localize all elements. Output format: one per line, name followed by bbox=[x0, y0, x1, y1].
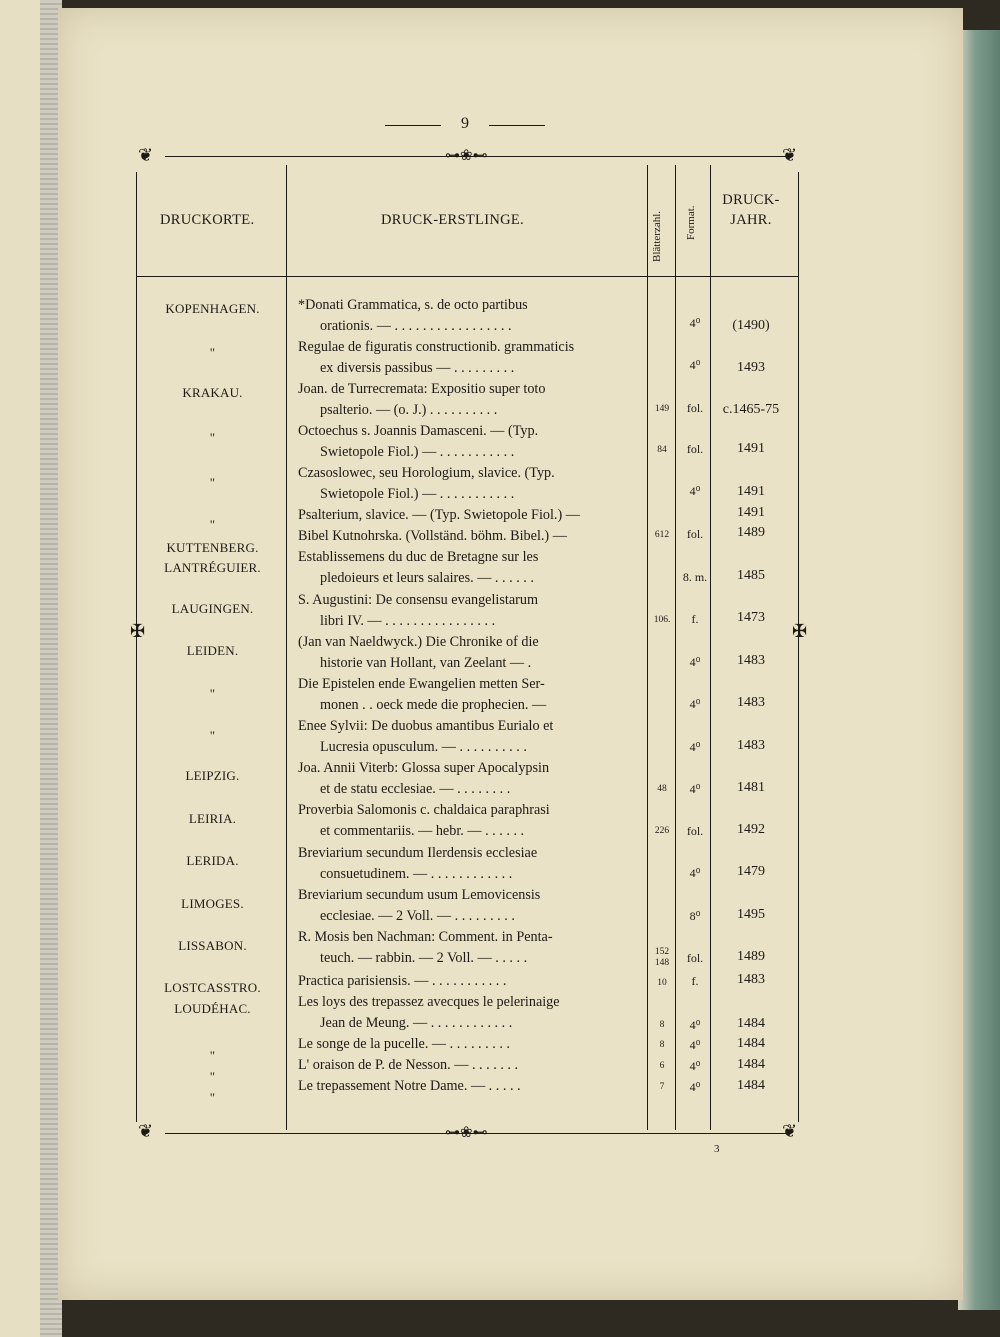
print-year: 1485 bbox=[737, 568, 765, 583]
header-year-line2: JAHR. bbox=[730, 212, 772, 228]
place-ditto: " bbox=[209, 1090, 216, 1105]
corner-ornament-icon: ❦ bbox=[138, 145, 154, 165]
print-year: 1473 bbox=[737, 610, 765, 625]
entry-line: orationis. — . . . . . . . . . . . . . . . . . bbox=[320, 318, 512, 334]
header-rule bbox=[136, 276, 798, 277]
header-places: DRUCKORTE. bbox=[160, 212, 255, 228]
leaf-count: 149 bbox=[654, 404, 670, 414]
format-value: 4⁰ bbox=[689, 697, 701, 711]
leaf-count: 8 bbox=[659, 1020, 665, 1030]
entry-line: Bibel Kutnohrska. (Vollständ. böhm. Bibel.) — bbox=[298, 528, 567, 544]
format-value: 4⁰ bbox=[689, 1018, 701, 1032]
print-year: c.1465-75 bbox=[722, 402, 780, 417]
place-name: LEIRIA. bbox=[188, 811, 237, 826]
format-value: 4⁰ bbox=[689, 655, 701, 669]
center-ornament-icon: ⊶❀⊷ bbox=[445, 1125, 488, 1141]
place-ditto: " bbox=[209, 475, 216, 490]
place-name: LEIDEN. bbox=[186, 643, 239, 658]
entry-line: Jean de Meung. — . . . . . . . . . . . . bbox=[320, 1015, 513, 1031]
format-value: f. bbox=[691, 612, 699, 626]
entry-line: S. Augustini: De consensu evangelistarum bbox=[298, 592, 538, 608]
format-value: fol. bbox=[686, 401, 704, 415]
place-ditto: " bbox=[209, 1048, 216, 1063]
format-value: 4⁰ bbox=[689, 1038, 701, 1052]
print-year: 1481 bbox=[737, 780, 765, 795]
print-year: 1491 bbox=[737, 484, 765, 499]
place-ditto: " bbox=[209, 430, 216, 445]
header-works: DRUCK-ERSTLINGE. bbox=[381, 212, 524, 228]
place-name: LERIDA. bbox=[186, 853, 239, 868]
entry-line: Swietopole Fiol.) — . . . . . . . . . . . bbox=[320, 444, 515, 460]
format-value: 4⁰ bbox=[689, 782, 701, 796]
entry-line: Swietopole Fiol.) — . . . . . . . . . . . bbox=[320, 486, 515, 502]
leaf-count: 152 bbox=[654, 947, 670, 957]
format-value: 8. m. bbox=[682, 570, 708, 584]
format-value: 4⁰ bbox=[689, 740, 701, 754]
entry-line: Breviarium secundum usum Lemovicensis bbox=[298, 887, 541, 903]
format-value: 4⁰ bbox=[689, 866, 701, 880]
header-leaves: Blätterzahl. bbox=[651, 210, 663, 262]
leaf-count: 226 bbox=[654, 826, 670, 836]
print-year: 1489 bbox=[737, 525, 765, 540]
entry-line: monen . . oeck mede die prophecien. — bbox=[320, 697, 547, 713]
entry-line: et de statu ecclesiae. — . . . . . . . . bbox=[320, 781, 511, 797]
print-year: 1484 bbox=[737, 1036, 765, 1051]
place-ditto: " bbox=[209, 686, 216, 701]
leaf-count: 7 bbox=[659, 1082, 665, 1092]
side-ornament-icon: ✠ bbox=[792, 621, 808, 641]
leaf-count: 10 bbox=[657, 978, 667, 988]
place-ditto: " bbox=[209, 728, 216, 743]
place-name: KOPENHAGEN. bbox=[165, 301, 260, 316]
entry-line: teuch. — rabbin. — 2 Voll. — . . . . . bbox=[320, 950, 528, 966]
entry-line: Regulae de figuratis constructionib. grammaticis bbox=[298, 339, 575, 355]
format-value: 4⁰ bbox=[689, 484, 701, 498]
frame-right-rule bbox=[798, 172, 799, 1122]
page-number: 9 bbox=[385, 115, 545, 133]
entry-line: Joa. Annii Viterb: Glossa super Apocalypsin bbox=[298, 760, 550, 776]
entry-line: et commentariis. — hebr. — . . . . . . bbox=[320, 823, 525, 839]
place-name: KUTTENBERG. bbox=[166, 540, 259, 555]
facing-page-edge bbox=[0, 0, 40, 1337]
place-name: LANTRÉGUIER. bbox=[164, 560, 261, 575]
header-format: Format. bbox=[685, 205, 697, 240]
place-ditto: " bbox=[209, 1069, 216, 1084]
entry-line: pledoieurs et leurs salaires. — . . . . . . bbox=[320, 570, 534, 586]
entry-line: Practica parisiensis. — . . . . . . . . . . . bbox=[298, 973, 507, 989]
format-value: fol. bbox=[686, 442, 704, 456]
print-year: 1479 bbox=[737, 864, 765, 879]
entry-line: Psalterium, slavice. — (Typ. Swietopole Fiol.) — bbox=[298, 507, 580, 523]
format-value: 4⁰ bbox=[689, 1059, 701, 1073]
entry-line: Proverbia Salomonis c. chaldaica paraphrasi bbox=[298, 802, 550, 818]
print-year: 1483 bbox=[737, 738, 765, 753]
place-name: LIMOGES. bbox=[181, 896, 244, 911]
entry-line: Establissemens du duc de Bretagne sur les bbox=[298, 549, 539, 565]
place-name: LAUGINGEN. bbox=[171, 601, 254, 616]
entry-line: Enee Sylvii: De duobus amantibus Eurialo et bbox=[298, 718, 554, 734]
print-year: 1484 bbox=[737, 1016, 765, 1031]
place-ditto: " bbox=[209, 517, 216, 532]
place-name: LEIPZIG. bbox=[185, 768, 240, 783]
print-year: 1483 bbox=[737, 695, 765, 710]
center-ornament-icon: ⊶❀⊷ bbox=[445, 148, 488, 164]
print-year: 1491 bbox=[737, 505, 765, 520]
place-name: LOSTCASSTRO. bbox=[164, 980, 261, 995]
corner-ornament-icon: ❦ bbox=[782, 1121, 798, 1141]
entry-line: Breviarium secundum Ilerdensis ecclesiae bbox=[298, 845, 538, 861]
print-year: 1483 bbox=[737, 972, 765, 987]
place-name: KRAKAU. bbox=[182, 385, 243, 400]
format-value: 8⁰ bbox=[689, 909, 701, 923]
signature-mark: 3 bbox=[714, 1143, 720, 1155]
entry-line: Les loys des trepassez avecques le pelerinaige bbox=[298, 994, 560, 1010]
entry-line: ecclesiae. — 2 Voll. — . . . . . . . . . bbox=[320, 908, 515, 924]
print-year: 1489 bbox=[737, 949, 765, 964]
format-value: fol. bbox=[686, 527, 704, 541]
entry-line: Joan. de Turrecremata: Expositio super toto bbox=[298, 381, 546, 397]
format-value: fol. bbox=[686, 824, 704, 838]
leaf-count: 148 bbox=[654, 958, 670, 968]
entry-line: psalterio. — (o. J.) . . . . . . . . . . bbox=[320, 402, 498, 418]
entry-line: Le songe de la pucelle. — . . . . . . . . . bbox=[298, 1036, 510, 1052]
leaf-count: 6 bbox=[659, 1061, 665, 1071]
leaf-count: 106. bbox=[653, 615, 671, 625]
leaf-count: 48 bbox=[657, 784, 667, 794]
entry-line: historie van Hollant, van Zeelant — . bbox=[320, 655, 532, 671]
entry-line: R. Mosis ben Nachman: Comment. in Penta- bbox=[298, 929, 553, 945]
corner-ornament-icon: ❦ bbox=[782, 145, 798, 165]
place-ditto: " bbox=[209, 345, 216, 360]
entry-line: Czasoslowec, seu Horologium, slavice. (Typ. bbox=[298, 465, 555, 481]
leaf-count: 612 bbox=[654, 530, 670, 540]
format-value: fol. bbox=[686, 951, 704, 965]
format-value: f. bbox=[691, 974, 699, 988]
print-year: 1491 bbox=[737, 441, 765, 456]
entry-line: *Donati Grammatica, s. de octo partibus bbox=[298, 297, 528, 313]
print-year: 1484 bbox=[737, 1078, 765, 1093]
header-year-line1: DRUCK- bbox=[722, 192, 780, 208]
place-name: LISSABON. bbox=[178, 938, 247, 953]
format-value: 4⁰ bbox=[689, 316, 701, 330]
print-year: (1490) bbox=[732, 318, 770, 333]
entry-line: (Jan van Naeldwyck.) Die Chronike of die bbox=[298, 634, 539, 650]
print-year: 1492 bbox=[737, 822, 765, 837]
print-year: 1493 bbox=[737, 360, 765, 375]
print-year: 1495 bbox=[737, 907, 765, 922]
leaf-count: 84 bbox=[657, 445, 667, 455]
leaf-count: 8 bbox=[659, 1040, 665, 1050]
entry-line: Le trepassement Notre Dame. — . . . . . bbox=[298, 1078, 521, 1094]
print-year: 1483 bbox=[737, 653, 765, 668]
entry-line: Octoechus s. Joannis Damasceni. — (Typ. bbox=[298, 423, 539, 439]
header-year bbox=[712, 190, 790, 230]
entry-line: Lucresia opusculum. — . . . . . . . . . . bbox=[320, 739, 527, 755]
entry-line: Die Epistelen ende Ewangelien metten Ser- bbox=[298, 676, 545, 692]
entry-line: libri IV. — . . . . . . . . . . . . . . . . bbox=[320, 613, 496, 629]
format-value: 4⁰ bbox=[689, 358, 701, 372]
entry-line: L' oraison de P. de Nesson. — . . . . . . . bbox=[298, 1057, 519, 1073]
cover-edge bbox=[958, 30, 1000, 1310]
print-year: 1484 bbox=[737, 1057, 765, 1072]
entry-line: consuetudinem. — . . . . . . . . . . . . bbox=[320, 866, 513, 882]
place-name: LOUDÉHAC. bbox=[174, 1001, 251, 1016]
format-value: 4⁰ bbox=[689, 1080, 701, 1094]
corner-ornament-icon: ❦ bbox=[138, 1121, 154, 1141]
side-ornament-icon: ✠ bbox=[130, 621, 146, 641]
entry-line: ex diversis passibus — . . . . . . . . . bbox=[320, 360, 515, 376]
